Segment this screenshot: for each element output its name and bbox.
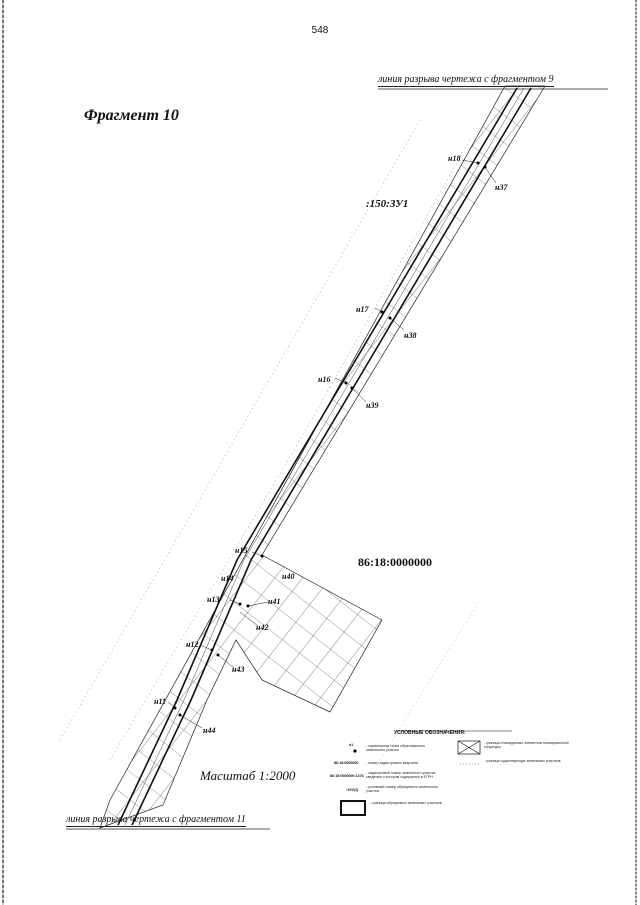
point-label-n39: н39	[366, 401, 379, 410]
point-marker-n11	[174, 707, 177, 710]
page-number: 548	[311, 25, 329, 36]
legend-quarter-symbol: 86:18:0000000	[334, 761, 359, 765]
point-marker-n37	[484, 166, 487, 169]
fragment-title: Фрагмент 10	[84, 107, 179, 124]
point-label-n38: н38	[404, 331, 417, 340]
legend-zu-symbol: :ЗУ2(1)	[346, 788, 359, 792]
legend-dashed-text: - граница существующих земельных участков	[484, 759, 561, 763]
point-label-n37: н37	[495, 183, 508, 192]
point-marker-n38	[389, 317, 392, 320]
point-marker-n17	[381, 311, 384, 314]
legend-point-text: - характерная точка образованного земельного участка	[366, 744, 425, 753]
planning-structure-area	[100, 86, 545, 828]
point-label-n15: н15	[235, 546, 248, 555]
point-label-n43: н43	[232, 665, 245, 674]
point-marker-n18	[477, 162, 480, 165]
legend-zu-text: - условный номер образуемого земельного участка	[366, 785, 439, 794]
point-label-n18: н18	[448, 154, 461, 163]
point-label-n13: н13	[207, 595, 220, 604]
point-marker-n15	[261, 555, 264, 558]
point-label-n16: н16	[318, 375, 331, 384]
legend-title: УСЛОВНЫЕ ОБОЗНАЧЕНИЯ:	[394, 730, 466, 736]
point-marker-n13	[239, 603, 242, 606]
legend-parcel-number-symbol: 86:18:0000000:1476	[330, 774, 364, 778]
parcel-label: :150:ЗУ1	[366, 198, 409, 210]
legend-hatch-text: - граница планируемых элементов планировочной структуры	[484, 741, 569, 750]
point-label-n42: н42	[256, 623, 269, 632]
break-line-label-bottom: линия разрыва чертежа с фрагментом 11	[66, 814, 246, 825]
point-marker-n12	[211, 649, 214, 652]
point-marker-n39	[351, 387, 354, 390]
point-marker-n44	[179, 714, 182, 717]
break-line-label-top: линия разрыва чертежа с фрагментом 9	[378, 74, 554, 85]
point-label-n11: н11	[154, 697, 166, 706]
legend-parcel-number-text: - кадастровый номер земельного участка, сведения о котором содержатся в ЕГРН	[366, 771, 437, 780]
legend-point-symbol-label: н1	[349, 743, 354, 747]
legend	[330, 730, 580, 822]
point-label-n12: н12	[186, 640, 199, 649]
point-label-n40: н40	[282, 572, 295, 581]
scale-label: Масштаб 1:2000	[200, 768, 296, 783]
point-label-n17: н17	[356, 305, 369, 314]
legend-border-text: - граница образуемых земельных участков	[370, 801, 442, 805]
cadastral-quarter-label: 86:18:0000000	[358, 555, 432, 569]
point-marker-n41	[247, 605, 250, 608]
point-label-n44: н44	[203, 726, 216, 735]
point-marker-n16	[345, 382, 348, 385]
point-label-n14: н14	[221, 574, 234, 583]
legend-quarter-text: - номер кадастрового квартала	[366, 761, 418, 765]
point-marker-n43	[217, 654, 220, 657]
point-label-n41: н41	[268, 597, 281, 606]
